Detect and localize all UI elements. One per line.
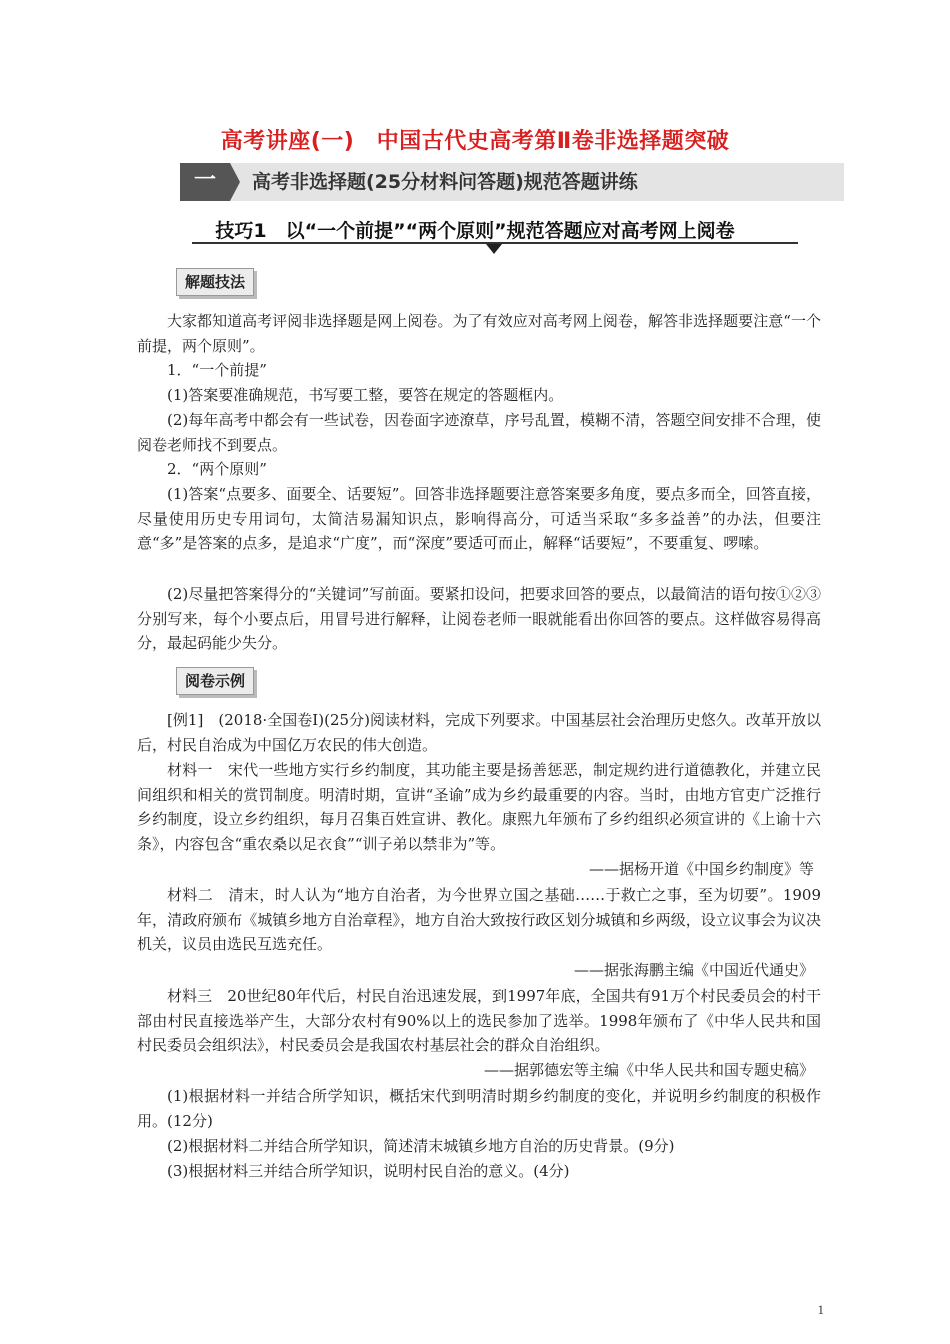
question-2: (2)根据材料二并结合所学知识，简述清末城镇乡地方自治的历史背景。(9分) bbox=[167, 1137, 675, 1155]
page-title: 高考讲座(一) 中国古代史高考第Ⅱ卷非选择题突破 bbox=[220, 129, 730, 154]
principle-1-a: (1)答案要准确规范，书写要工整，要答在规定的答题框内。 bbox=[167, 386, 564, 404]
material-1-source: ——据杨开道《中国乡约制度》等 bbox=[588, 860, 814, 878]
section-header bbox=[180, 163, 844, 201]
method-tag: 解题技法 bbox=[176, 268, 254, 296]
material-2-source: ——据张海鹏主编《中国近代通史》 bbox=[573, 961, 814, 979]
page-number: 1 bbox=[817, 1302, 824, 1317]
principle-1-b: (2)每年高考中都会有一些试卷，因卷面字迹潦草，序号乱置，模糊不清，答题空间安排不合理，使阅卷老师找不到要点。 bbox=[137, 411, 821, 454]
material-1: 材料一 宋代一些地方实行乡约制度，其功能主要是扬善惩恶，制定规约进行道德教化，并建立民间组织和相关的赏罚制度。明清时期，宣讲“圣谕”成为乡约最重要的内容。当时，由地方官吏广泛推行乡约制度，设立乡约组织，每月召集百姓宣讲、教化。康熙九年颁布了乡约组织必须宣讲的《上谕十六条》，内容包含“重农桑以足衣食”“训子弟以禁非为”等。 bbox=[137, 761, 821, 853]
section-title: 高考非选择题(25分材料问答题)规范答题讲练 bbox=[252, 171, 638, 193]
section-number: 一 bbox=[180, 163, 230, 201]
principle-1-heading: 1．“一个前提” bbox=[167, 361, 267, 379]
skill-title: 技巧1 以“一个前提”“两个原则”规范答题应对高考网上阅卷 bbox=[215, 220, 735, 242]
principle-2-b: (2)尽量把答案得分的“关键词”写前面。要紧扣设问，把要求回答的要点，以最简洁的语句按①②③分别写来，每个小要点后，用冒号进行解释，让阅卷老师一眼就能看出你回答的要点。这样做容易得高分，最起码能少失分。 bbox=[137, 585, 821, 652]
material-3: 材料三 20世纪80年代后，村民自治迅速发展，到1997年底，全国共有91万个村民委员会的村干部由村民直接选举产生，大部分农村有90%以上的选民参加了选举。1998年颁布了《中华人民共和国村民委员会组织法》，村民委员会是我国农村基层社会的群众自治组织。 bbox=[137, 987, 821, 1054]
down-arrow-icon bbox=[486, 244, 502, 254]
material-3-source: ——据郭德宏等主编《中华人民共和国专题史稿》 bbox=[483, 1061, 814, 1079]
principle-2-heading: 2．“两个原则” bbox=[167, 460, 267, 478]
question-3: (3)根据材料三并结合所学知识，说明村民自治的意义。(4分) bbox=[167, 1162, 570, 1180]
example-tag: 阅卷示例 bbox=[176, 667, 254, 695]
question-1: (1)根据材料一并结合所学知识，概括宋代到明清时期乡约制度的变化，并说明乡约制度的积极作用。(12分) bbox=[137, 1087, 821, 1130]
method-intro: 大家都知道高考评阅非选择题是网上阅卷。为了有效应对高考网上阅卷，解答非选择题要注意“一个前提，两个原则”。 bbox=[137, 312, 821, 355]
principle-2-a: (1)答案“点要多、面要全、话要短”。回答非选择题要注意答案要多角度，要点多而全，回答直接，尽量使用历史专用词句，太简洁易漏知识点，影响得高分，可适当采取“多多益善”的办法，但要注意“多”是答案的点多，是追求“广度”，而“深度”要适可而止，解释“话要短”，不要重复、啰嗦。 bbox=[137, 485, 821, 552]
example-intro: [例1] (2018·全国卷Ⅰ)(25分)阅读材料，完成下列要求。中国基层社会治理历史悠久。改革开放以后，村民自治成为中国亿万农民的伟大创造。 bbox=[137, 711, 821, 754]
material-2: 材料二 清末，时人认为“地方自治者，为今世界立国之基础……于救亡之事，至为切要”。1909年，清政府颁布《城镇乡地方自治章程》，地方自治大致按行政区划分城镇和乡两级，设立议事会为议决机关，议员由选民互选充任。 bbox=[137, 886, 821, 953]
